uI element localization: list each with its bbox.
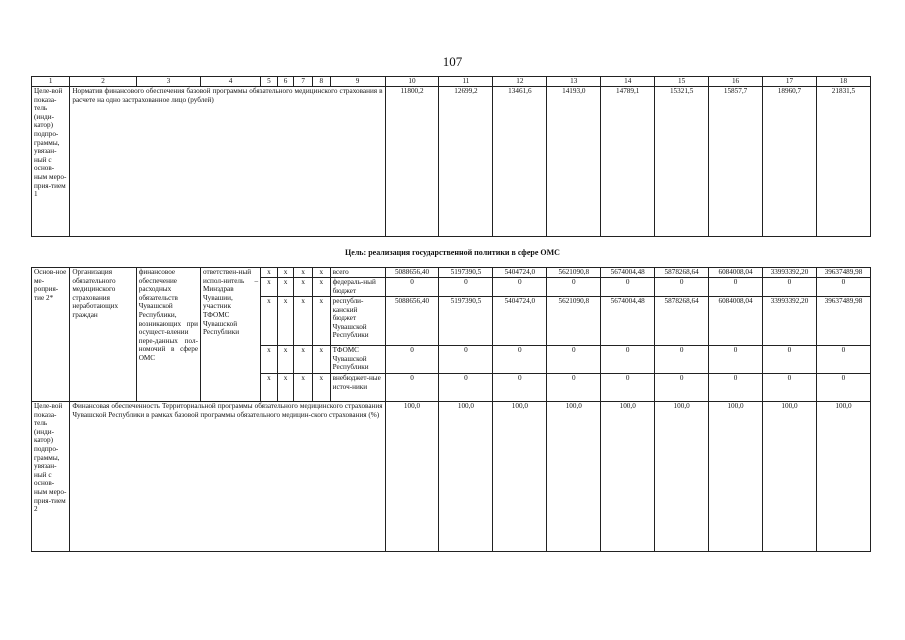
- value-cell: 14789,1: [601, 87, 655, 237]
- code-cell: x: [294, 297, 313, 346]
- code-cell: x: [294, 374, 313, 402]
- value-cell: 5878268,64: [655, 297, 709, 346]
- code-cell: x: [312, 297, 330, 346]
- column-header: 2: [70, 77, 136, 87]
- value-cell: 18960,7: [763, 87, 817, 237]
- funding-source: внебюджет-ные источ-ники: [330, 374, 385, 402]
- column-header: 15: [655, 77, 709, 87]
- value-cell: 100,0: [709, 402, 763, 552]
- value-cell: 6084008,04: [709, 268, 763, 278]
- value-cell: 0: [763, 278, 817, 297]
- funding-source: республи-канский бюджет Чувашской Республики: [330, 297, 385, 346]
- value-cell: 0: [816, 278, 870, 297]
- funding-source: всего: [330, 268, 385, 278]
- indicator-table-1: [31, 76, 871, 237]
- page-number: 107: [442, 54, 463, 69]
- event-name: Организация обязательного медицинского страхования неработающих граждан: [70, 268, 136, 402]
- table-row: [32, 87, 871, 237]
- value-cell: 0: [385, 346, 439, 374]
- value-cell: 0: [709, 278, 763, 297]
- column-header: 17: [763, 77, 817, 87]
- code-cell: x: [261, 268, 278, 278]
- value-cell: 5674004,48: [601, 297, 655, 346]
- code-cell: x: [294, 268, 313, 278]
- value-cell: 100,0: [601, 402, 655, 552]
- column-header: 18: [816, 77, 870, 87]
- value-cell: 5088656,40: [385, 297, 439, 346]
- value-cell: 5088656,40: [385, 268, 439, 278]
- column-header: 11: [439, 77, 493, 87]
- table-row: [32, 402, 871, 552]
- value-cell: 0: [816, 346, 870, 374]
- event-executor: ответствен-ный испол-нитель – Минздрав Чувашии, участник ТФОМС Чувашской Республики: [201, 268, 261, 402]
- value-cell: 100,0: [493, 402, 547, 552]
- value-cell: 15857,7: [709, 87, 763, 237]
- value-cell: 5404724,0: [493, 268, 547, 278]
- value-cell: 15321,5: [655, 87, 709, 237]
- column-number-row: [32, 77, 871, 87]
- column-header: 4: [201, 77, 261, 87]
- value-cell: 39637489,98: [816, 297, 870, 346]
- event-table-2: [31, 267, 871, 552]
- value-cell: 39637489,98: [816, 268, 870, 278]
- value-cell: 0: [439, 374, 493, 402]
- event-label: Основ-ное ме-роприя-тие 2*: [32, 268, 70, 402]
- value-cell: 0: [547, 278, 601, 297]
- value-cell: 0: [709, 346, 763, 374]
- column-header: 3: [136, 77, 200, 87]
- value-cell: 0: [547, 346, 601, 374]
- goal-heading: Цель: реализация государственной политики в сфере ОМС: [345, 248, 560, 257]
- code-cell: x: [294, 278, 313, 297]
- value-cell: 0: [601, 346, 655, 374]
- column-header: 6: [277, 77, 294, 87]
- value-cell: 5404724,0: [493, 297, 547, 346]
- value-cell: 0: [439, 278, 493, 297]
- funding-source: ТФОМС Чувашской Республики: [330, 346, 385, 374]
- value-cell: 0: [655, 278, 709, 297]
- value-cell: 0: [763, 374, 817, 402]
- value-cell: 100,0: [439, 402, 493, 552]
- event-financing: финансовое обеспечение расходных обязательств Чувашской Республики, возникающих при осущест-влении пере-данных пол-номочий в сфере ОМС: [136, 268, 200, 402]
- code-cell: x: [277, 374, 294, 402]
- code-cell: x: [312, 374, 330, 402]
- value-cell: 33993392,20: [763, 297, 817, 346]
- value-cell: 21831,5: [816, 87, 870, 237]
- value-cell: 6084008,04: [709, 297, 763, 346]
- code-cell: x: [277, 278, 294, 297]
- column-header: 9: [330, 77, 385, 87]
- value-cell: 11800,2: [385, 87, 439, 237]
- value-cell: 0: [816, 374, 870, 402]
- column-header: 14: [601, 77, 655, 87]
- value-cell: 5197390,5: [439, 297, 493, 346]
- column-header: 1: [32, 77, 70, 87]
- value-cell: 0: [493, 374, 547, 402]
- column-header: 16: [709, 77, 763, 87]
- value-cell: 0: [763, 346, 817, 374]
- value-cell: 100,0: [547, 402, 601, 552]
- value-cell: 0: [385, 374, 439, 402]
- value-cell: 100,0: [655, 402, 709, 552]
- code-cell: x: [312, 268, 330, 278]
- indicator-description: Финансовая обеспеченность Территориальной программы обязательного медицинского страхования Чувашской Республики в рамках базовой программы обязательного медицин-ского страхования (%): [70, 402, 385, 552]
- column-header: 13: [547, 77, 601, 87]
- value-cell: 0: [493, 278, 547, 297]
- code-cell: x: [277, 346, 294, 374]
- indicator-label: Целе-вой показа-тель (инди-катор) подпро-граммы, увязан-ный с основ-ным меро-прия-тием 1: [32, 87, 70, 237]
- value-cell: 0: [655, 374, 709, 402]
- funding-source: федераль-ный бюджет: [330, 278, 385, 297]
- code-cell: x: [261, 374, 278, 402]
- value-cell: 0: [493, 346, 547, 374]
- code-cell: x: [261, 297, 278, 346]
- code-cell: x: [277, 297, 294, 346]
- column-header: 8: [312, 77, 330, 87]
- value-cell: 5621090,8: [547, 268, 601, 278]
- code-cell: x: [277, 268, 294, 278]
- value-cell: 33993392,20: [763, 268, 817, 278]
- value-cell: 100,0: [816, 402, 870, 552]
- code-cell: x: [261, 346, 278, 374]
- value-cell: 5878268,64: [655, 268, 709, 278]
- value-cell: 0: [439, 346, 493, 374]
- column-header: 12: [493, 77, 547, 87]
- value-cell: 5621090,8: [547, 297, 601, 346]
- column-header: 10: [385, 77, 439, 87]
- value-cell: 13461,6: [493, 87, 547, 237]
- value-cell: 0: [385, 278, 439, 297]
- table-row: [32, 268, 871, 278]
- indicator-description: Норматив финансового обеспечения базовой программы обязательного медицинского страхования в расчете на одно застрахованное лицо (рублей): [70, 87, 385, 237]
- value-cell: 12699,2: [439, 87, 493, 237]
- column-header: 5: [261, 77, 278, 87]
- indicator-label: Целе-вой показа-тель (инди-катор) подпро-граммы, увязан-ный с основ-ным меро-прия-тием 2: [32, 402, 70, 552]
- value-cell: 100,0: [763, 402, 817, 552]
- value-cell: 0: [601, 374, 655, 402]
- column-header: 7: [294, 77, 313, 87]
- value-cell: 100,0: [385, 402, 439, 552]
- value-cell: 0: [547, 374, 601, 402]
- value-cell: 5674004,48: [601, 268, 655, 278]
- value-cell: 0: [655, 346, 709, 374]
- value-cell: 0: [709, 374, 763, 402]
- code-cell: x: [312, 346, 330, 374]
- code-cell: x: [261, 278, 278, 297]
- code-cell: x: [294, 346, 313, 374]
- value-cell: 5197390,5: [439, 268, 493, 278]
- code-cell: x: [312, 278, 330, 297]
- value-cell: 14193,0: [547, 87, 601, 237]
- value-cell: 0: [601, 278, 655, 297]
